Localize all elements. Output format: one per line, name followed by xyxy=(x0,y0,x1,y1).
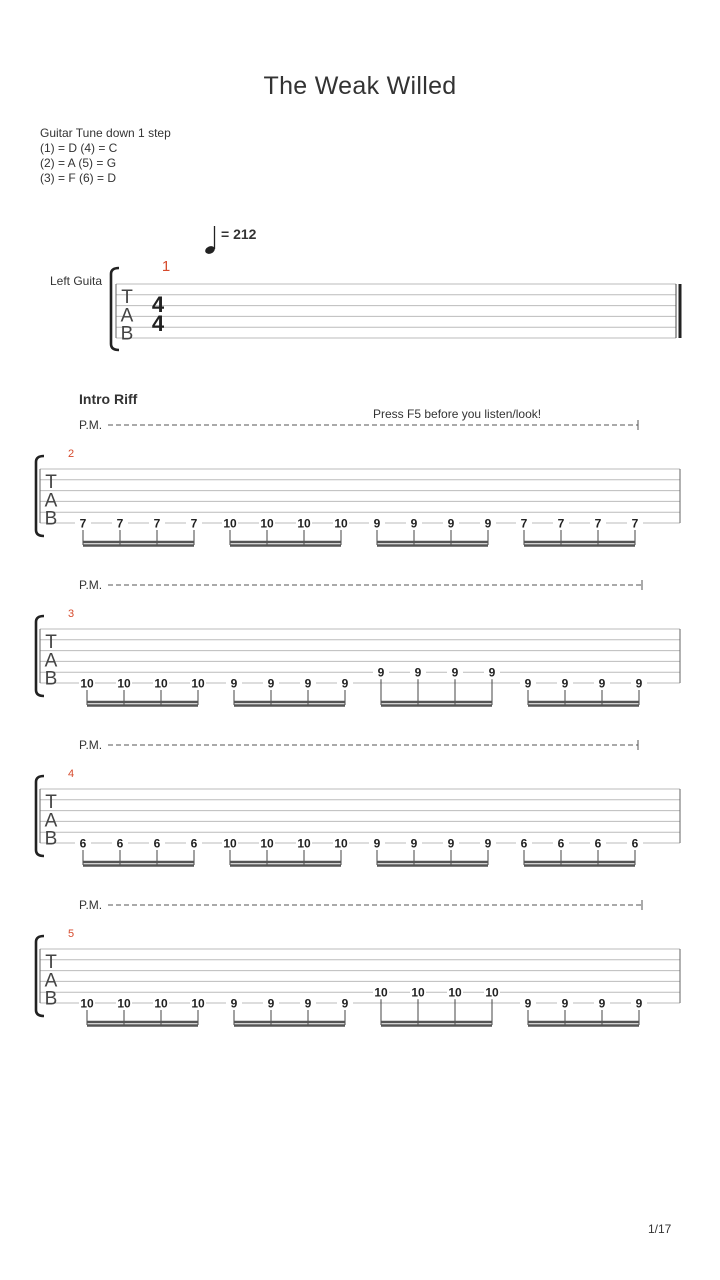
palm-mute-label: P.M. xyxy=(79,578,103,592)
fret-number: 10 xyxy=(80,676,94,691)
fret-number: 7 xyxy=(594,516,602,531)
fret-number: 7 xyxy=(631,516,639,531)
fret-number: 7 xyxy=(520,516,528,531)
palm-mute-label: P.M. xyxy=(79,418,103,432)
fret-number: 10 xyxy=(297,516,311,531)
tab-clef-letter: A xyxy=(44,970,58,992)
fret-number: 10 xyxy=(154,676,168,691)
fret-number: 7 xyxy=(557,516,565,531)
fret-number: 10 xyxy=(334,836,348,851)
fret-number: 9 xyxy=(447,836,455,851)
fret-number: 7 xyxy=(190,516,198,531)
fret-number: 9 xyxy=(598,996,606,1011)
fret-number: 9 xyxy=(484,516,492,531)
fret-number: 9 xyxy=(524,996,532,1011)
fret-number: 7 xyxy=(153,516,161,531)
measure-number: 2 xyxy=(67,448,75,460)
fret-number: 9 xyxy=(598,676,606,691)
fret-number: 6 xyxy=(79,836,87,851)
fret-number: 10 xyxy=(117,676,131,691)
fret-number: 9 xyxy=(488,665,496,680)
fret-number: 9 xyxy=(561,996,569,1011)
fret-number: 10 xyxy=(374,985,388,1000)
section-label: Intro Riff xyxy=(79,391,138,407)
measure-number: 4 xyxy=(67,768,75,780)
measure-number: 3 xyxy=(67,608,75,620)
fret-number: 9 xyxy=(414,665,422,680)
song-title: The Weak Willed xyxy=(263,72,457,100)
fret-number: 10 xyxy=(154,996,168,1011)
tab-clef-letter: T xyxy=(45,951,57,973)
fret-number: 9 xyxy=(304,676,312,691)
fret-number: 6 xyxy=(594,836,602,851)
fret-number: 9 xyxy=(230,676,238,691)
fret-number: 9 xyxy=(341,996,349,1011)
fret-number: 10 xyxy=(80,996,94,1011)
fret-number: 10 xyxy=(191,996,205,1011)
fret-number: 10 xyxy=(260,836,274,851)
fret-number: 6 xyxy=(190,836,198,851)
measure-number: 5 xyxy=(67,928,75,940)
fret-number: 9 xyxy=(373,516,381,531)
fret-number: 9 xyxy=(635,676,643,691)
fret-number: 9 xyxy=(377,665,385,680)
fret-number: 9 xyxy=(451,665,459,680)
fret-number: 7 xyxy=(79,516,87,531)
fret-number: 10 xyxy=(223,516,237,531)
fret-number: 10 xyxy=(448,985,462,1000)
tuning-line: (2) = A (5) = G xyxy=(40,156,117,170)
fret-number: 9 xyxy=(304,996,312,1011)
fret-number: 9 xyxy=(341,676,349,691)
fret-number: 9 xyxy=(524,676,532,691)
fret-number: 10 xyxy=(223,836,237,851)
tab-clef-letter: B xyxy=(120,323,134,345)
fret-number: 10 xyxy=(485,985,499,1000)
fret-number: 6 xyxy=(520,836,528,851)
fret-number: 6 xyxy=(153,836,161,851)
fret-number: 10 xyxy=(191,676,205,691)
palm-mute-label: P.M. xyxy=(79,898,103,912)
tab-clef-letter: B xyxy=(44,668,58,690)
tuning-line: (3) = F (6) = D xyxy=(40,171,117,185)
fret-number: 9 xyxy=(635,996,643,1011)
fret-number: 6 xyxy=(631,836,639,851)
tab-clef-letter: B xyxy=(44,828,58,850)
fret-number: 9 xyxy=(484,836,492,851)
tab-clef-letter: A xyxy=(120,305,134,327)
fret-number: 10 xyxy=(297,836,311,851)
tab-clef-letter: B xyxy=(44,508,58,530)
fret-number: 10 xyxy=(260,516,274,531)
fret-number: 10 xyxy=(411,985,425,1000)
time-signature-bottom: 4 xyxy=(151,311,165,336)
fret-number: 9 xyxy=(267,996,275,1011)
fret-number: 9 xyxy=(410,516,418,531)
fret-number: 9 xyxy=(230,996,238,1011)
fret-number: 9 xyxy=(267,676,275,691)
instrument-label: Left Guita xyxy=(50,274,103,288)
fret-number: 9 xyxy=(447,516,455,531)
tab-clef-letter: B xyxy=(44,988,58,1010)
tab-clef-letter: T xyxy=(45,631,57,653)
palm-mute-label: P.M. xyxy=(79,738,103,752)
tuning-heading: Guitar Tune down 1 step xyxy=(40,126,171,140)
tuning-line: (1) = D (4) = C xyxy=(40,141,118,155)
fret-number: 9 xyxy=(410,836,418,851)
page-number: 1/17 xyxy=(648,1222,672,1236)
time-signature-top: 4 xyxy=(151,292,165,317)
fret-number: 6 xyxy=(557,836,565,851)
fret-number: 7 xyxy=(116,516,124,531)
tempo-value: = 212 xyxy=(221,226,257,242)
tab-clef-letter: A xyxy=(44,650,58,672)
measure-number: 1 xyxy=(161,258,171,275)
fret-number: 10 xyxy=(334,516,348,531)
fret-number: 9 xyxy=(561,676,569,691)
tab-clef-letter: A xyxy=(44,490,58,512)
tab-clef-letter: T xyxy=(45,471,57,493)
tab-clef-letter: T xyxy=(121,286,133,308)
fret-number: 10 xyxy=(117,996,131,1011)
annotation-text: Press F5 before you listen/look! xyxy=(373,407,542,421)
tab-clef-letter: T xyxy=(45,791,57,813)
fret-number: 9 xyxy=(373,836,381,851)
fret-number: 6 xyxy=(116,836,124,851)
tab-clef-letter: A xyxy=(44,810,58,832)
